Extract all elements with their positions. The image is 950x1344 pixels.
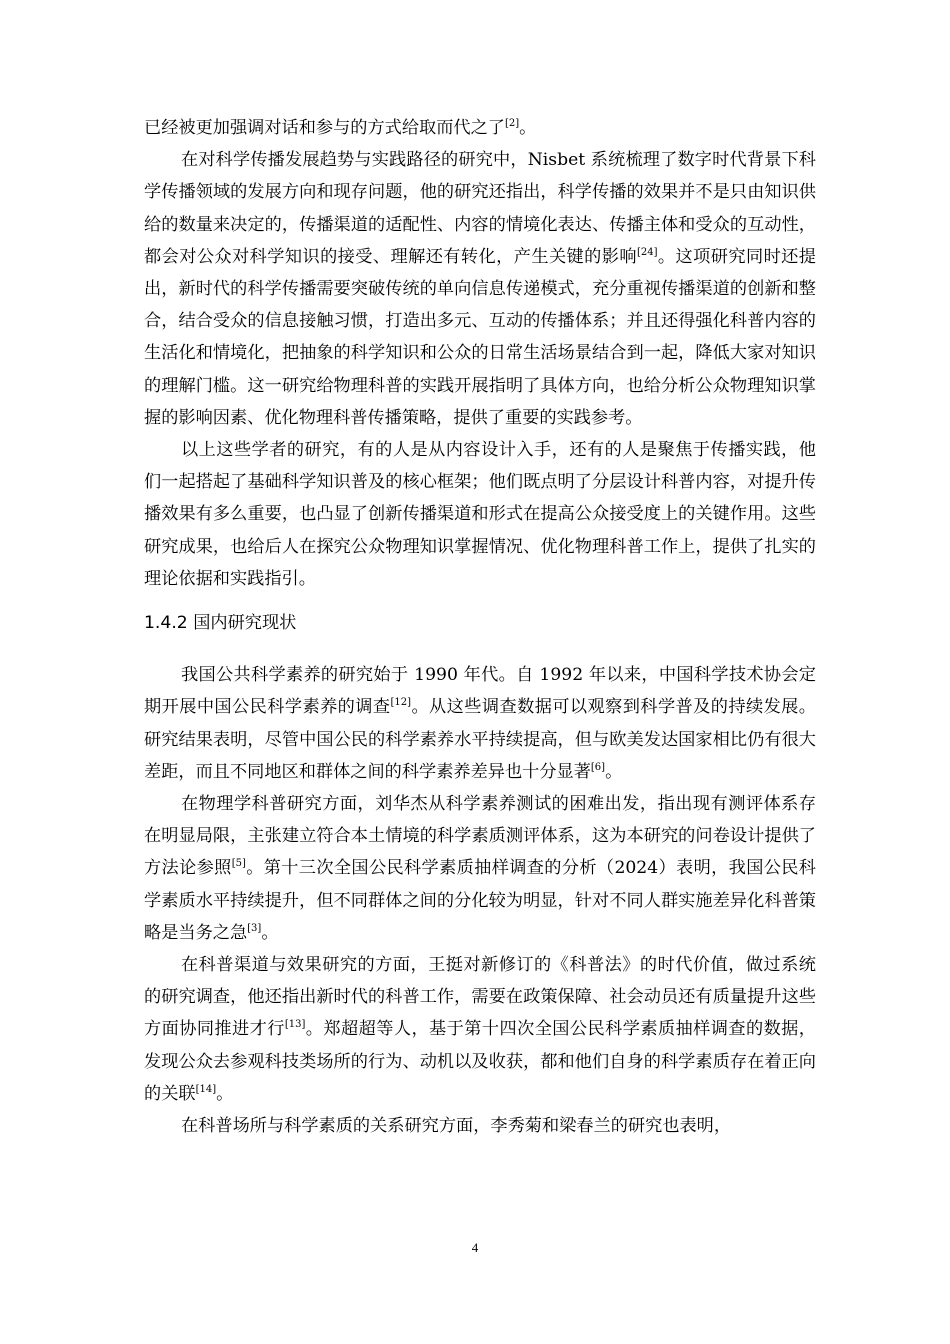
paragraph-summary	[144, 434, 816, 595]
paragraph-text: 。这项研究同时还提出，新时代的科学传播需要突破传统的单向信息传递模式，充分重视传播渠道的创新和整合，结合受众的信息接触习惯，打造出多元、互动的传播体系；并且还得强化科普内容的生活化和情境化，把抽象的科学知识和公众的日常生活场景结合到一起，降低大家对知识的理解门槛。这一研究给物理科普的实践开展指明了具体方向，也给分析公众物理知识掌握的影响因素、优化物理科普传播策略，提供了重要的实践参考。	[144, 246, 816, 428]
paragraph-text: 以上这些学者的研究，有的人是从内容设计入手，还有的人是聚焦于传播实践，他们一起搭起了基础科学知识普及的核心框架；他们既点明了分层设计科普内容，对提升传播效果有多么重要，也凸显了创新传播渠道和形式在提高公众接受度上的关键作用。这些研究成果，也给后人在探究公众物理知识掌握情况、优化物理科普工作上，提供了扎实的理论依据和实践指引。	[144, 440, 816, 589]
paragraph-text: 。	[519, 118, 537, 138]
paragraph-text: 。	[261, 922, 279, 943]
paragraph-domestic-1	[144, 659, 816, 788]
citation-ref: [3]	[247, 922, 262, 934]
paragraph-text: 在对科学传播发展趋势与实践路径的研究中，Nisbet 系统梳理了数字时代背景下科学传播领域的发展方向和现存问题，他的研究还指出，科学传播的效果并不是只由知识供给的数量来决定的，传播渠道的适配性、内容的情境化表达、传播主体和受众的互动性，都会对公众对科学知识的接受、理解还有转化，产生关键的影响	[144, 150, 816, 267]
citation-ref: [12]	[390, 697, 412, 709]
paragraph-domestic-4	[144, 1110, 816, 1142]
section-heading: 1.4.2 国内研究现状	[144, 613, 297, 634]
page-number: 4	[471, 1240, 479, 1255]
citation-ref: [24]	[636, 246, 658, 258]
paragraph-continuation	[144, 112, 816, 144]
citation-ref: [2]	[504, 118, 520, 129]
paragraph-text: 。	[216, 1083, 234, 1104]
citation-ref: [6]	[590, 761, 606, 773]
paragraph-nisbet	[144, 144, 816, 434]
page-body	[144, 112, 816, 1142]
citation-ref: [13]	[284, 1019, 306, 1031]
paragraph-text: 在物理学科普研究方面，刘华杰从科学素养测试的困难出发，指出现有测评体系存在明显局限，主张建立符合本土情境的科学素质测评体系，这为本研究的问卷设计提供了方法论参照	[144, 794, 816, 879]
paragraph-text: 。郑超超等人，基于第十四次全国公民科学素质抽样调查的数据，发现公众去参观科技类场所的行为、动机以及收获，都和他们自身的科学素质存在着正向的关联	[144, 1019, 816, 1104]
paragraph-text: 已经被更加强调对话和参与的方式给取而代之了	[144, 118, 505, 138]
paragraph-text: 我国公共科学素养的研究始于 1990 年代。自 1992 年以来，中国科学技术协会定期开展中国公民科学素养的调查	[144, 665, 816, 718]
paragraph-text: 。	[605, 761, 623, 782]
citation-ref: [14]	[195, 1083, 217, 1095]
paragraph-text: 。第十三次全国公民科学素质抽样调查的分析（2024）表明，我国公民科学素质水平持续提升，但不同群体之间的分化较为明显，针对不同人群实施差异化科普策略是当务之急	[144, 858, 816, 943]
paragraph-text: 在科普场所与科学素质的关系研究方面，李秀菊和梁春兰的研究也表明，	[181, 1116, 732, 1137]
paragraph-domestic-3	[144, 949, 816, 1110]
paragraph-text: 在科普渠道与效果研究的方面，王挺对新修订的《科普法》的时代价值，做过系统的研究调查，他还指出新时代的科普工作，需要在政策保障、社会动员还有质量提升这些方面协同推进才行	[144, 955, 816, 1040]
citation-ref: [5]	[231, 858, 246, 870]
paragraph-text: 。从这些调查数据可以观察到科学普及的持续发展。研究结果表明，尽管中国公民的科学素养水平持续提高，但与欧美发达国家相比仍有很大差距，而且不同地区和群体之间的科学素养差异也十分显著	[144, 697, 816, 782]
paragraph-domestic-2	[144, 788, 816, 949]
